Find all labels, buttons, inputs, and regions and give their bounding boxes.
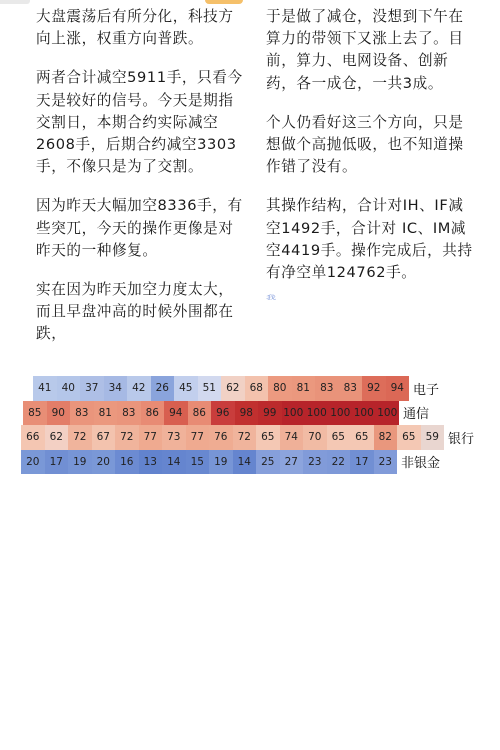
- heatmap-cell: 100: [282, 401, 306, 426]
- heatmap-cell: 14: [233, 450, 257, 475]
- heatmap-cell: 59: [421, 425, 445, 450]
- left-paragraph-3: 因为昨天大幅加空8336手，有些突兀，今天的操作更像是对昨天的一种修复。: [36, 197, 243, 259]
- heatmap-cell: 14: [162, 450, 186, 475]
- heatmap-cell: 90: [47, 401, 71, 426]
- heatmap-cell: 82: [374, 425, 398, 450]
- heatmap-row: [23, 401, 500, 426]
- heatmap-cell: 34: [104, 376, 128, 401]
- heatmap-row: [33, 376, 500, 401]
- heatmap-cell: 26: [151, 376, 175, 401]
- left-paragraph-2: 两者合计减空5911手，只看今天是较好的信号。今天是期指交割日，本期合约实际减空2608手，后期合约减空3303手，不像只是为了交割。: [36, 69, 243, 176]
- heatmap-cell: 65: [256, 425, 280, 450]
- heatmap-cell: 27: [280, 450, 304, 475]
- heatmap-cell: 17: [350, 450, 374, 475]
- heatmap-cell: 65: [327, 425, 351, 450]
- heatmap-cell: 23: [374, 450, 398, 475]
- heatmap-cell: 23: [303, 450, 327, 475]
- right-paragraph-2: 个人仍看好这三个方向，只是想做个高抛低吸，也不知道操作错了没有。: [266, 113, 464, 176]
- heatmap-cell: 16: [115, 450, 139, 475]
- heatmap-cell: 65: [350, 425, 374, 450]
- sector-heatmap: [26, 376, 500, 474]
- heatmap-cell: 20: [21, 450, 45, 475]
- heatmap-cell: 19: [209, 450, 233, 475]
- heatmap-rows: [26, 376, 500, 474]
- heatmap-cell: 76: [209, 425, 233, 450]
- heatmap-cell: 81: [94, 401, 118, 426]
- heatmap-cell: 62: [221, 376, 245, 401]
- heatmap-cell: 40: [57, 376, 81, 401]
- heatmap-cell: 92: [362, 376, 386, 401]
- left-column: [36, 0, 248, 370]
- heatmap-cell: 86: [188, 401, 212, 426]
- heatmap-cell: 72: [233, 425, 257, 450]
- heatmap-row-label: 非银金: [401, 456, 441, 472]
- heatmap-cell: 99: [258, 401, 282, 426]
- heatmap-cell: 20: [92, 450, 116, 475]
- heatmap-cell: 94: [386, 376, 410, 401]
- article-columns: [0, 0, 500, 370]
- heatmap-cell: 81: [292, 376, 316, 401]
- heatmap-row-label: 电子: [413, 382, 440, 398]
- heatmap-cell: 98: [235, 401, 259, 426]
- heatmap-cell: 86: [141, 401, 165, 426]
- left-paragraph-4: 实在因为昨天加空力度太大，而且早盘冲高的时候外围都在跌，: [36, 281, 234, 343]
- heatmap-cell: 41: [33, 376, 57, 401]
- heatmap-row: [21, 450, 500, 475]
- heatmap-cell: 73: [162, 425, 186, 450]
- heatmap-row: [21, 425, 500, 450]
- heatmap-row-label: 银行: [448, 431, 475, 447]
- heatmap-cell: 51: [198, 376, 222, 401]
- heatmap-cell: 100: [376, 401, 400, 426]
- heatmap-cell: 25: [256, 450, 280, 475]
- heatmap-cell: 77: [139, 425, 163, 450]
- heatmap-cell: 70: [303, 425, 327, 450]
- heatmap-cell: 19: [68, 450, 92, 475]
- right-column: [266, 0, 478, 370]
- heatmap-row-label: 通信: [403, 407, 430, 423]
- heatmap-cell: 65: [397, 425, 421, 450]
- heatmap-cell: 96: [211, 401, 235, 426]
- heatmap-cell: 83: [315, 376, 339, 401]
- heatmap-cell: 17: [45, 450, 69, 475]
- heatmap-cell: 74: [280, 425, 304, 450]
- left-paragraph-1: 大盘震荡后有所分化，科技方向上涨，权重方向普跌。: [36, 8, 234, 48]
- heatmap-cell: 62: [45, 425, 69, 450]
- heatmap-cell: 72: [115, 425, 139, 450]
- heatmap-cell: 67: [92, 425, 116, 450]
- right-paragraph-1: 于是做了减仓，没想到下午在算力的带领下又涨上去了。目前，算力、电网设备、创新药，各一成仓，一共3成。: [266, 8, 464, 92]
- heatmap-cell: 68: [245, 376, 269, 401]
- heatmap-cell: 13: [139, 450, 163, 475]
- heatmap-cell: 45: [174, 376, 198, 401]
- heatmap-cell: 94: [164, 401, 188, 426]
- heatmap-cell: 37: [80, 376, 104, 401]
- heatmap-cell: 80: [268, 376, 292, 401]
- cutoff-text: 我: [266, 295, 277, 302]
- heatmap-cell: 83: [70, 401, 94, 426]
- heatmap-cell: 100: [329, 401, 353, 426]
- right-paragraph-3: 其操作结构，合计对IH、IF减空1492手，合计对 IC、IM减空4419手。操作完成后，共持有净空单124762手。: [266, 197, 473, 282]
- heatmap-cell: 22: [327, 450, 351, 475]
- heatmap-cell: 15: [186, 450, 210, 475]
- heatmap-cell: 85: [23, 401, 47, 426]
- heatmap-cell: 100: [352, 401, 376, 426]
- heatmap-cell: 100: [305, 401, 329, 426]
- heatmap-cell: 77: [186, 425, 210, 450]
- heatmap-cell: 42: [127, 376, 151, 401]
- heatmap-cell: 72: [68, 425, 92, 450]
- heatmap-cell: 83: [117, 401, 141, 426]
- heatmap-cell: 66: [21, 425, 45, 450]
- heatmap-cell: 83: [339, 376, 363, 401]
